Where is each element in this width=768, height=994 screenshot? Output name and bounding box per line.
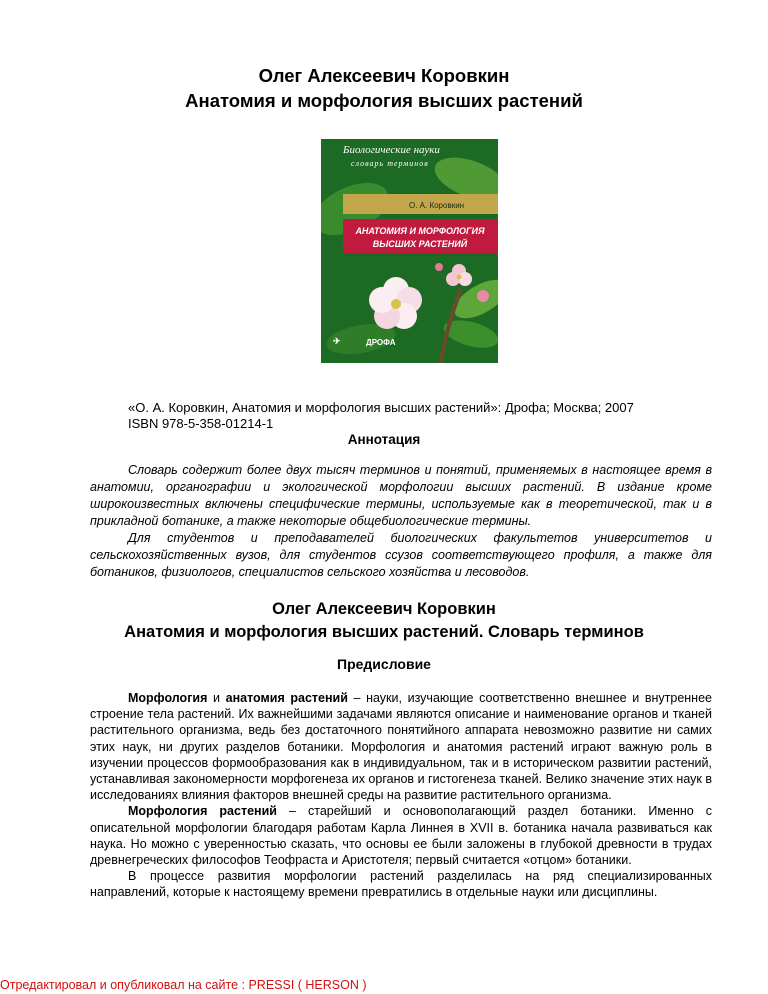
annotation-paragraph: Для студентов и преподавателей биологических факультетов университетов и сельскохозяйственных вузов, для студентов ссузов соответствующего профиля, а также для ботаников, физиологов, специалистов сельского хозяйства и лесоводов. [90,531,712,579]
cover-author: О. А. Коровкин [409,201,465,210]
citation-isbn: ISBN 978-5-358-01214-1 [128,416,274,431]
cover-series: Биологические науки [343,144,440,156]
cover-title-line1: АНАТОМИЯ И МОРФОЛОГИЯ [355,226,485,236]
citation-line1: «О. А. Коровкин, Анатомия и морфология высших растений»: Дрофа; Москва; 2007 [128,400,634,415]
preface-heading: Предисловие [337,656,431,672]
cover-publisher-logo-icon: ✈ [333,336,341,346]
citation [128,400,634,432]
book-title: Анатомия и морфология высших растений [185,90,583,111]
dictionary-title: Анатомия и морфология высших растений. Словарь терминов [124,623,644,641]
term-morphology: Морфология [128,691,208,705]
annotation-body [90,462,712,581]
book-cover-image [321,139,498,363]
preface-body [90,690,712,901]
dictionary-author: Олег Алексеевич Коровкин [272,600,496,618]
cover-subseries: словарь терминов [351,159,429,168]
cover-title-line2: ВЫСШИХ РАСТЕНИЙ [372,239,468,249]
footer-credit: Отредактировал и опубликовал на сайте : PRESSI ( HERSON ) [0,978,367,992]
term-plant-anatomy: анатомия растений [225,691,348,705]
annotation-paragraph: Словарь содержит более двух тысяч терминов и понятий, применяемых в настоящее время в анатомии, органографии и экологической морфологии высших растений. В издание кроме широкоизвестных включены специфические термины, используемые как в теоретической, так и в прикладной ботанике, а также некоторые общебиологические термины. [90,463,712,528]
author-name: Олег Алексеевич Коровкин [258,65,510,86]
cover-publisher: ДРОФА [366,338,396,347]
document-title-block [0,63,768,113]
term-plant-morphology: Морфология растений [128,804,277,819]
dictionary-title-block [0,598,768,644]
annotation-heading: Аннотация [347,432,421,447]
preface-paragraph: Морфология и анатомия растений – науки, изучающие соответственно внешнее и внутреннее строение тела растений. Их важнейшими задачами являются описание и наименование органов и тканей растительного организма, ведь без достаточного понятийного аппарата невозможно развитие ни самих этих наук, ни других разделов ботаники. Морфология и анатомия растений играют важную роль в изучении процессов формообразования как в индивидуальном, так и в историческом развитии растений, устанавливая закономерности морфогенеза их органов и гистогенеза тканей. Велико значение этих наук в исследованиях влияния факторов внешней среды на развитие растительного организма. [90,691,712,803]
preface-paragraph: Морфология растений – старейший и основополагающий раздел ботаники. Именно с описательной морфологии благодаря работам Карла Линнея в XVII в. ботаника начала развиваться как наука. Но можно с уверенностью сказать, что основы ее были заложены в глубокой древности в трудах древнегреческих философов Теофраста и Аристотеля; первый считается «отцом» ботаники. [90,804,712,868]
preface-paragraph: В процессе развития морфологии растений разделилась на ряд специализированных направлений, которые к настоящему времени превратились в отдельные науки или дисциплины. [90,869,712,900]
